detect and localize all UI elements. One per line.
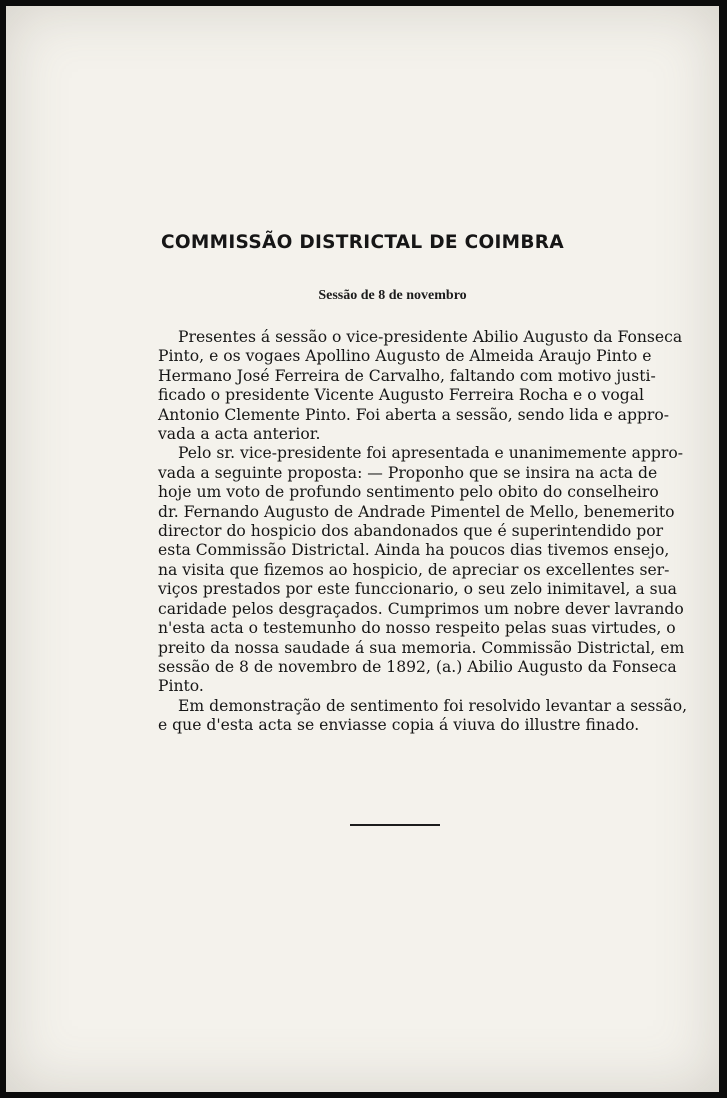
minutes-body bbox=[158, 328, 688, 736]
document-page bbox=[6, 6, 719, 1092]
text-line: na visita que fizemos ao hospicio, de apreciar os excellentes ser- bbox=[158, 560, 670, 579]
text-line: hoje um voto de profundo sentimento pelo obito do conselheiro bbox=[158, 483, 659, 502]
text-line: Em demonstração de sentimento foi resolvido levantar a sessão, bbox=[178, 696, 688, 715]
session-subtitle: Sessão de 8 de novembro bbox=[318, 288, 467, 303]
text-line: vada a acta anterior. bbox=[158, 425, 321, 444]
text-line: director do hospicio dos abandonados que é superintendido por bbox=[158, 522, 664, 541]
text-line: n'esta acta o testemunho do nosso respeito pelas suas virtudes, o bbox=[158, 619, 676, 638]
text-line: Antonio Clemente Pinto. Foi aberta a sessão, sendo lida e appro- bbox=[158, 405, 670, 424]
text-line: sessão de 8 de novembro de 1892, (a.) Abilio Augusto da Fonseca bbox=[158, 657, 677, 676]
text-line: viços prestados por este funccionario, o seu zelo inimitavel, a sua bbox=[158, 580, 677, 599]
closing-rule bbox=[350, 824, 440, 826]
text-line: caridade pelos desgraçados. Cumprimos um nobre dever lavrando bbox=[158, 599, 684, 618]
text-line: preito da nossa saudade á sua memoria. Commissão Districtal, em bbox=[158, 638, 685, 657]
text-line: Hermano José Ferreira de Carvalho, faltando com motivo justi- bbox=[158, 366, 656, 385]
text-line: Pinto, e os vogaes Apollino Augusto de Almeida Araujo Pinto e bbox=[158, 347, 652, 366]
text-line: Presentes á sessão o vice-presidente Abilio Augusto da Fonseca bbox=[178, 328, 683, 346]
text-line: esta Commissão Districtal. Ainda ha poucos dias tivemos ensejo, bbox=[158, 541, 670, 560]
text-line: e que d'esta acta se enviasse copia á viuva do illustre finado. bbox=[158, 716, 640, 735]
text-line: vada a seguinte proposta: — Proponho que se insira na acta de bbox=[158, 463, 658, 482]
text-line: ficado o presidente Vicente Augusto Ferreira Rocha e o vogal bbox=[158, 386, 645, 405]
page-heading: COMMISSÃO DISTRICTAL DE COIMBRA bbox=[161, 232, 564, 253]
text-line: Pinto. bbox=[158, 677, 204, 696]
text-line: Pelo sr. vice-presidente foi apresentada e unanimemente appro- bbox=[178, 444, 684, 463]
text-line: dr. Fernando Augusto de Andrade Pimentel de Mello, benemerito bbox=[158, 502, 675, 521]
